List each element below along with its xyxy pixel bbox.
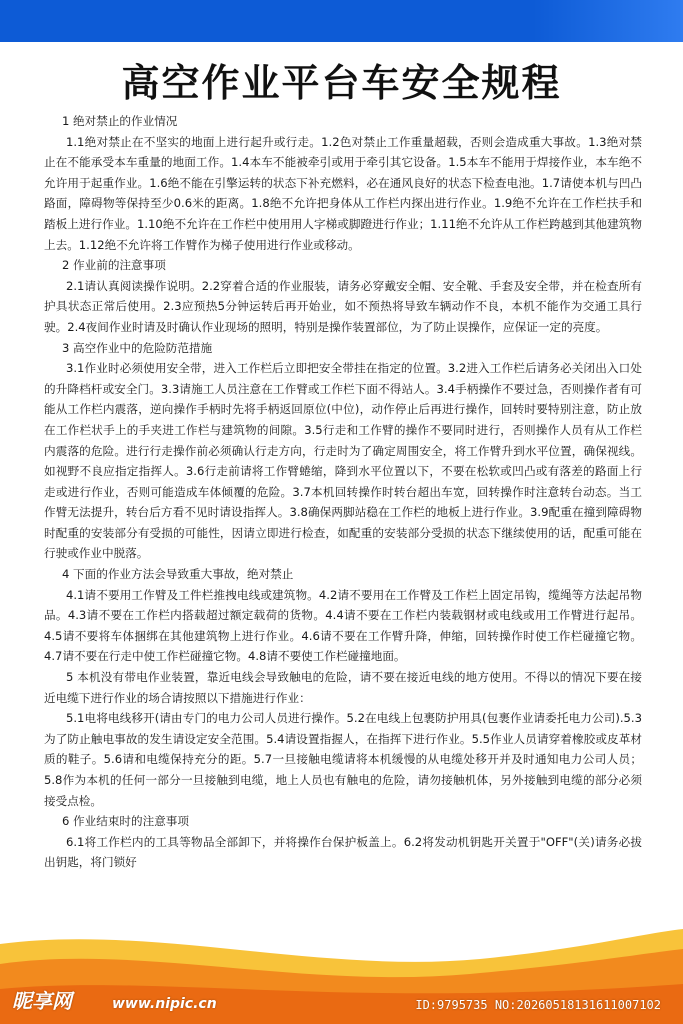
section-text: 1.1绝对禁止在不坚实的地面上进行起升或行走。1.2色对禁止工作重量超载，否则会造成重大事故。1.3绝对禁止在不能承受本车重量的地面工作。1.4本车不能被牵引或用于牵引其它设备。1.5本车不能用于焊接作业，本车绝不允许用于起重作业。1.6绝不能在引擎运转的状态下补充燃料，必在通风良好的状态下检查电池。1.7请使本机与凹凸路面，障碍物等保持至少0.6米的距离。1.8绝不允许把身体从工作栏内探出进行作业。1.9绝不允许在工作栏扶手和踏板上进行作业。1.10绝不允许在工作栏中使用用人字梯或脚蹬进行作业；1.11绝不允许从工作栏跨越到其他建筑物上去。1.12绝不允许将工作臂作为梯子使用进行作业或移动。 xyxy=(44,134,642,252)
section-heading: 6 作业结束时的注意事项 xyxy=(62,814,189,829)
section-5 xyxy=(44,667,642,811)
section-4 xyxy=(44,564,642,667)
section-1 xyxy=(44,111,642,255)
section-heading: 5 本机没有带电作业装置，靠近电线会导致触电的危险，请不要在接近电线的地方使用。不得以的情况下要在接近电缆下进行作业的场合请按照以下措施进行作业： xyxy=(44,670,642,705)
section-heading: 2 作业前的注意事项 xyxy=(62,258,166,273)
top-banner-bar xyxy=(0,0,683,42)
section-6 xyxy=(44,811,642,873)
section-2 xyxy=(44,255,642,337)
watermark-id: ID:9795735 NO:20260518131611007102 xyxy=(415,998,661,1012)
section-3 xyxy=(44,338,642,565)
section-text: 4.1请不要用工作臂及工件栏推拽电线或建筑物。4.2请不要用在工作臂及工作栏上固定吊钩，缆绳等方法起吊物品。4.3请不要在工作栏内搭载超过额定载荷的货物。4.4请不要在工作栏内装载钢材或电线或用工作臂进行起吊。4.5请不要将车体捆绑在其他建筑物上进行作业。4.6请不要在工作臂升降，伸缩，回转操作时使工作栏碰撞它物。4.7请不要在行走中使工作栏碰撞它物。4.8请不要使工作栏碰撞地面。 xyxy=(44,587,642,664)
watermark-url: www.nipic.cn xyxy=(112,996,217,1012)
section-text: 5.1电将电线移开(请由专门的电力公司人员进行操作。5.2在电线上包裹防护用具(包裹作业请委托电力公司).5.3为了防止触电事故的发生请设定安全范围。5.4请设置指握人，在指挥下进行作业。5.5作业人员请穿着橡胶或皮革材质的鞋子。5.6请和电缆保持充分的距。5.7一旦接触电缆请将本机缓慢的从电缆处移开并及时通知电力公司人员；5.8作为本机的任何一部分一旦接触到电缆，地上人员也有触电的危险，请勿接触机体，另外接触到电缆的部分必须接受点检。 xyxy=(44,711,642,808)
regulation-body xyxy=(44,111,642,873)
section-text: 6.1将工作栏内的工具等物品全部卸下，并将操作台保护板盖上。6.2将发动机钥匙开关置于"OFF"(关)请务必拔出钥匙，将门锁好 xyxy=(44,834,642,870)
section-text: 3.1作业时必须使用安全带，进入工作栏后立即把安全带挂在指定的位置。3.2进入工作栏后请务必关闭出入口处的升降档杆或安全门。3.3请施工人员注意在工作臂或工作栏下面不得站人。3.4手柄操作不要过急，否则操作者有可能从工作栏内震落，逆向操作手柄时先将手柄返回原位(中位)，动作停止后再进行操作，回转时要特别注意，防止放在工作栏状手上的手夹进工作栏与建筑物的间隙。3.5行走和工作臂的操作不要同时进行，否则操作人员有从工作栏内震落的危险。进行行走操作前必须确认行走方向，行走时为了确定周围安全，将工作臂升到水平位置，确保视线。如视野不良应指定指挥人。3.6行走前请将工作臂蜷缩，降到水平位置以下，不要在松软或凹凸或有落差的路面上行走或进行作业，否则可能造成车体倾覆的危险。3.7本机回转操作时转台超出车宽，回转操作时注意转台动态。当工作臂无法提升，转台后方看不见时请设指挥人。3.8确保两脚站稳在工作栏的地板上进行作业。3.9配重在撞到障碍物时配重的安装部分有受损的可能性，因请立即进行检查，如配重的安装部分受损的状态下继续使用的话，配重可能在行驶或作业中脱落。 xyxy=(44,361,642,561)
section-heading: 4 下面的作业方法会导致重大事故，绝对禁止 xyxy=(62,567,294,582)
section-text: 2.1请认真阅读操作说明。2.2穿着合适的作业服装，请务必穿戴安全帽、安全靴、手套及安全带，并在检查所有护具状态正常后使用。2.3应预热5分钟运转后再开始业，如不预热将导致车辆动作不良，本机不能作为交通工具行驶。2.4夜间作业时请及时确认作业现场的照明，特别是操作装置部位，为了防止误操作，应保证一定的亮度。 xyxy=(44,278,642,334)
section-heading: 3 高空作业中的危险防范措施 xyxy=(62,340,213,355)
watermark-logo: 昵享网 xyxy=(12,989,72,1013)
section-heading: 1 绝对禁止的作业情况 xyxy=(62,114,178,128)
page-title: 高空作业平台车安全规程 xyxy=(121,61,562,105)
